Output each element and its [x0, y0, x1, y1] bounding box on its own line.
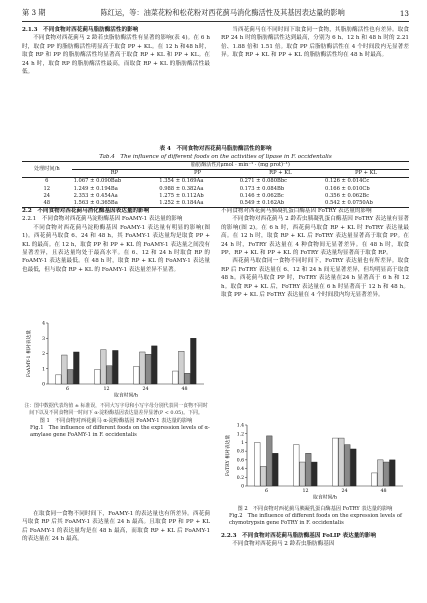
subsection-heading: 2.2.3 不同食物对西花蓟马脂肪酶基因 FoLIP 表达量的影响	[221, 533, 377, 539]
bar	[312, 462, 318, 486]
bar	[113, 350, 119, 384]
figure-2-chart	[221, 420, 409, 500]
bar	[134, 366, 140, 384]
table-row	[22, 186, 409, 193]
bar	[62, 355, 68, 384]
x-tick-label: 24	[142, 387, 149, 392]
y-tick-label: 0	[241, 484, 244, 490]
cell-time: 24	[43, 192, 51, 199]
y-tick-label: 4	[42, 321, 45, 327]
col-header: PP + KL	[355, 170, 377, 177]
cell-value: 1.249 ± 0.194Ba	[73, 185, 118, 192]
bar	[273, 453, 279, 486]
cell-time: 6	[45, 178, 49, 185]
subsection-heading: 不同食物对西花蓟马胰凝乳蛋白酶基因 FoTRY 表达量的影响	[221, 208, 372, 214]
x-axis-label: 取食时间/h	[313, 495, 337, 500]
bar	[74, 352, 80, 384]
right-column-bottom	[221, 532, 409, 549]
figure-note: 注：图中数据代表均值 ± 标准误，不同大写字母和小写字母分别代表同一食物不同时间下以及不同食物同一时间下 α-淀粉酶基因表达量差异显著(P < 0.05)。下同。	[24, 403, 208, 416]
bar	[384, 462, 390, 486]
x-tick-label: 48	[181, 387, 188, 392]
figure-1	[22, 318, 210, 439]
cell-value: 0.356 ± 0.062Bc	[325, 192, 370, 199]
x-tick-label: 48	[380, 489, 387, 494]
left-column-top	[22, 26, 210, 76]
y-tick-label: 0.6	[236, 458, 244, 464]
bar	[152, 346, 158, 384]
paragraph: 不同食物对西花蓟马 2 龄若虫脂肪酶基因	[232, 541, 335, 548]
bar	[372, 473, 378, 486]
running-title: 陈红运，等：油菜花粉和松花粉对西花蓟马消化酶活性及其基因表达量的影响	[100, 8, 345, 17]
lipase-table	[22, 161, 409, 208]
figure-caption-cn: 图 2 不同食物对西花蓟马胰凝乳蛋白酶基因 FoTRY 表达量的影响	[237, 506, 393, 512]
x-tick-label: 24	[341, 489, 348, 494]
cell-value: 0.166 ± 0.010Cb	[325, 185, 370, 192]
running-header	[22, 6, 409, 20]
y-tick-label: 0.2	[236, 475, 244, 481]
subsection-heading: 2.2.1 不同食物对西花蓟马淀粉酶基因 FoAMY-1 表达量的影响	[22, 216, 183, 223]
cell-value: 1.067 ± 0.090Bab	[73, 178, 122, 185]
bar	[173, 371, 179, 384]
col-time-header: 处理时间/h	[33, 166, 60, 173]
bar	[267, 436, 273, 486]
cell-value: 1.275 ± 0.112Ab	[159, 192, 204, 199]
bar	[339, 438, 345, 486]
col-header: RP	[110, 170, 119, 177]
figure-caption-cn: 图 1 不同食物对西花蓟马 α-淀粉酶基因 FoAMY-1 表达量的影响	[39, 418, 193, 425]
x-tick-label: 6	[65, 387, 70, 392]
header-rule	[22, 21, 409, 22]
x-tick-label: 12	[302, 489, 309, 494]
cell-time: 48	[43, 200, 51, 207]
subsection-heading: 2.1.3 不同食物对西花蓟马脂肪酶活性的影响	[22, 27, 139, 33]
cell-value: 0.126 ± 0.014Cc	[325, 178, 370, 185]
issue-number: 第 3 期	[22, 8, 46, 17]
y-tick-label: 1.2	[236, 432, 244, 438]
bar	[101, 350, 107, 384]
cell-value: 0.542 ± 0.0750Ab	[325, 200, 373, 207]
figure-caption-en: Fig.2 The influence of different foods on the expression levels of chymotrypsin gene FoTRY in F. occidentalis	[229, 513, 402, 526]
cell-value: 1.354 ± 0.169Aa	[159, 178, 204, 185]
cell-value: 2.353 ± 0.454Aa	[73, 192, 118, 199]
bar	[351, 449, 357, 486]
cell-value: 0.549 ± 0.162Ab	[239, 200, 285, 207]
right-column-mid	[221, 207, 409, 299]
y-axis-label: FoAMY-1 相对表达量	[27, 329, 32, 378]
section-heading: 2.2 不同食物对西花蓟马消化酶基因表达量的影响	[22, 208, 150, 214]
right-column-top	[221, 26, 409, 60]
cell-value: 0.271 ± 0.080Bbc	[239, 178, 288, 185]
paragraph: 不同食物对西花蓟马 2 龄若虫脂肪酶活性有显著的影响(表 4)。在 6 h 时，取食 PP 的脂肪酶活性明显高于取食 PP + KL。在 12 h 和48 h时，取食 RP 和 PP 的脂肪酶活性均显著高于取食 RP + KL 和 PP + KL。在 24 h 时，取食 RP 的脂肪酶活性最高，而取食 RP + KL 的脂肪酶活性最低。	[22, 35, 210, 76]
cell-value: 0.146 ± 0.062Bc	[239, 192, 284, 199]
paragraph: 不同食物对西花蓟马淀粉酶基因 FoAMY-1 表达量有明显的影响(图 1)。西花蓟马取食 6、24 和 48 h，其 FoAMY-1 表达量均是取食 PP + KL 的最高。在 12 h，取食 PP 和 PP + KL 的 FoAMY-1 表达量之间没有显著差异，且表达量均处于最高水平。在 6、12 和 24 h 时取食 RP 的 FoAMY-1 表达量最低。在 48 h 时，取食 RP + KL 的 FoAMY-1 表达量也最低，但与取食 RP + KL 的 FoAMY-1 表达量差异不显著。	[22, 224, 210, 273]
page-number: 13	[399, 8, 409, 18]
col-group-header: 脂肪酶活性/(μmol · min⁻¹ · (mg prot)⁻¹)	[72, 162, 409, 170]
y-tick-label: 1.4	[236, 423, 244, 429]
cell-value: 1.563 ± 0.365Ba	[73, 200, 118, 207]
cell-value: 0.988 ± 0.382Aa	[159, 185, 204, 192]
table-4	[22, 146, 409, 208]
bar	[345, 445, 351, 486]
table-row	[22, 193, 409, 200]
x-tick-label: 6	[264, 489, 269, 494]
cell-value: 1.252 ± 0.184Aa	[159, 200, 204, 207]
figure-caption-en: Fig.1 The influence of different foods on the expression levels of α-amylase gene FoAMY-1 in F. occidentalis	[30, 425, 210, 439]
paragraph: 西花蓟马取食同一食物不同时间下，FoTRY 表达量也有所差异。取食 RP 后 FoTRY 表达量在 6、12 和 24 h 间无显著差异，但均明显高于取食 48 h。西花蓟马取食 PP 时，FoTRY 表达量在24 h 显著高于 6 h 和 12 h。取食 RP + KL 后，FoTRY 表达量在 6 h 时显著高于 12 h 和 48 h。取食 PP + KL 后 FoTRY 表达量在 4 个时间段内均无显著差异。	[221, 258, 409, 299]
bar	[294, 445, 300, 486]
bar	[185, 373, 191, 384]
bar	[95, 370, 101, 384]
figure-1-chart	[22, 318, 210, 398]
x-tick-label: 12	[103, 387, 110, 392]
y-tick-label: 0.8	[236, 449, 244, 455]
bar	[140, 352, 146, 384]
y-tick-label: 3	[42, 336, 45, 342]
col-header: RP + KL	[269, 170, 292, 177]
bar	[179, 351, 185, 384]
table-row	[22, 178, 409, 186]
table-title-en: Tab.4 The influence of different foods on the activities of lipase in F. occidentalis	[99, 153, 332, 160]
bar	[191, 338, 197, 384]
bar	[306, 453, 312, 486]
bar	[390, 460, 396, 486]
left-column-mid	[22, 207, 210, 274]
paragraph: 不同食物对西花蓟马 2 龄若虫胰凝乳蛋白酶基因 FoTRY 表达量有显著的影响(图 2)。在 6 h 时，西花蓟马取食 RP + KL 时 FoTRY 表达量最高。在 12 h 时，取食 RP + KL 后 FoTRY 表达量显著高于取食 PP。在 24 h 时，FoTRY 表达量在 4 种食物间无显著差异。在 48 h 时，取食 PP、RP + KL 和 PP + KL 的 FoTRY 表达量均显著高于取食 RP。	[221, 216, 409, 257]
bar	[68, 370, 74, 384]
table-title-cn: 表 4 不同食物对西花蓟马脂肪酶活性的影响	[159, 146, 272, 152]
col-header: PP	[193, 170, 201, 177]
x-axis-label: 取食时间/h	[114, 393, 138, 398]
bar	[146, 354, 152, 384]
paragraph: 在取食同一食物不同时间下，FoAMY-1 的表达量也有所差异。西花蓟马取食 RP 后其 FoAMY-1 表达量在 24 h 最高。且取食 PP 和 PP + KL 后 FoAMY-1 的表达量均是在 48 h 最高，而取食 RP + KL 后 FoAMY-1 的表达量在 24 h 最高。	[22, 511, 210, 543]
y-tick-label: 0	[42, 382, 45, 388]
bar	[333, 438, 339, 486]
cell-time: 12	[43, 185, 51, 192]
bar	[255, 442, 261, 486]
figure-2	[221, 420, 409, 527]
cell-value: 0.173 ± 0.084Bb	[239, 185, 285, 192]
y-axis-label: FoTRY 相对表达量	[226, 434, 231, 477]
left-column-bottom	[22, 510, 210, 544]
y-tick-label: 0.4	[236, 467, 244, 473]
bar	[56, 375, 62, 384]
bar	[378, 460, 384, 486]
bar	[300, 462, 306, 486]
paragraph: 当西花蓟马在不同时间下取食同一食物，其脂肪酶活性也有差异。取食 RP 24 h 时的脂肪酶活性达到最高，分别为 6 h、12 h 和 48 h 时的 2.21 倍、1.88 倍和 1.51 倍。取食 PP 后脂肪酶活性在 4 个时间段内无显著差异。取食 RP + KL 和 PP + KL 的脂肪酶活性均在 48 h 时最高。	[221, 27, 409, 59]
y-tick-label: 1	[241, 441, 244, 447]
y-tick-label: 1	[42, 367, 45, 373]
y-tick-label: 2	[42, 352, 45, 358]
bar	[107, 366, 113, 384]
bar	[261, 466, 267, 486]
